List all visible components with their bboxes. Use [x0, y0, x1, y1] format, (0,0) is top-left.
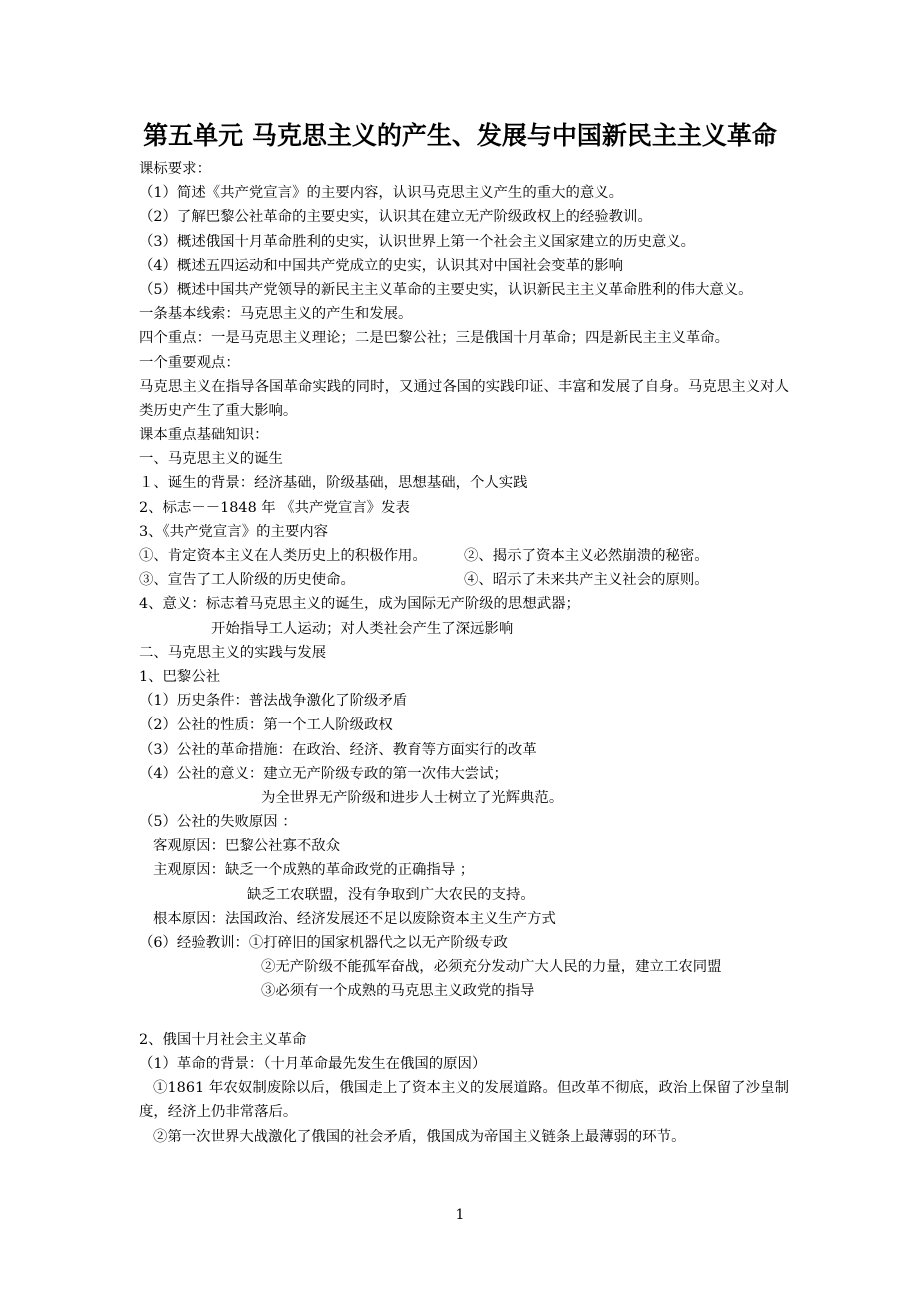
requirement-item: （2）了解巴黎公社革命的主要史实，认识其在建立无产阶级政权上的经验教训。	[139, 209, 652, 226]
section2-heading: 二、马克思主义的实践与发展	[139, 644, 327, 661]
october-heading: 2、俄国十月社会主义革命	[139, 1031, 307, 1048]
october-item: （1）革命的背景：（十月革命最先发生在俄国的原因）	[139, 1055, 487, 1072]
section1-heading: 一、马克思主义的诞生	[139, 451, 283, 468]
requirement-item: （5）概述中国共产党领导的新民主主义革命的主要史实，认识新民主主义革命胜利的伟大意义。	[139, 281, 753, 298]
manifesto-content-item: ③、宣告了工人阶级的历史使命。	[139, 572, 355, 589]
commune-heading: 1、巴黎公社	[139, 668, 221, 685]
four-key-points: 四个重点：一是马克思主义理论；二是巴黎公社；三是俄国十月革命；四是新民主主义革命。	[139, 330, 730, 347]
manifesto-content-row	[139, 544, 789, 568]
requirements-heading: 课标要求：	[139, 161, 211, 177]
commune-item: （1）历史条件：普法战争激化了阶级矛盾	[139, 693, 408, 710]
viewpoint-text: 马克思主义在指导各国革命实践的同时，又通过各国的实践印证、丰富和发展了自身。马克思主义对人类历史产生了重大影响。	[139, 378, 789, 419]
failure-reason: 客观原因：巴黎公社寡不敌众	[153, 838, 341, 855]
section1-item-continued: 开始指导工人运动；对人类社会产生了深远影响	[211, 620, 514, 637]
section1-item: 2、标志－－1848 年 《共产党宣言》发表	[139, 499, 410, 516]
requirement-item: （1）简述《共产党宣言》的主要内容，认识马克思主义产生的重大的意义。	[139, 185, 624, 202]
requirement-item: （3）概述俄国十月革命胜利的史实，认识世界上第一个社会主义国家建立的历史意义。	[139, 233, 696, 250]
failure-reason: 根本原因：法国政治、经济发展还不足以废除资本主义生产方式	[153, 910, 556, 927]
commune-item: （2）公社的性质：第一个工人阶级政权	[139, 717, 393, 734]
section1-item: 3、《共产党宣言》的主要内容	[139, 523, 329, 540]
page-number: 1	[455, 1207, 465, 1223]
main-thread: 一条基本线索：马克思主义的产生和发展。	[139, 306, 413, 323]
october-background-item: ②第一次世界大战激化了俄国的社会矛盾，俄国成为帝国主义链条上最薄弱的环节。	[153, 1128, 686, 1145]
requirement-item: （4）概述五四运动和中国共产党成立的史实，认识其对中国社会变革的影响	[139, 257, 624, 274]
manifesto-content-item: ①、肯定资本主义在人类历史上的积极作用。	[139, 548, 427, 565]
lesson-item: ③必须有一个成熟的马克思主义政党的指导	[261, 983, 535, 1000]
commune-item-continued: 为全世界无产阶级和进步人士树立了光辉典范。	[261, 789, 564, 806]
failure-reason-continued: 缺乏工农联盟，没有争取到广大农民的支持。	[247, 886, 535, 903]
commune-item: （4）公社的意义：建立无产阶级专政的第一次伟大尝试；	[139, 765, 508, 782]
blank-line	[139, 1004, 789, 1028]
commune-item: （3）公社的革命措施：在政治、经济、教育等方面实行的改革	[139, 741, 537, 758]
document-body	[139, 157, 789, 1149]
commune-item: （5）公社的失败原因 ：	[139, 814, 297, 831]
manifesto-content-item: ②、揭示了资本主义必然崩溃的秘密。	[464, 548, 709, 565]
lesson-item: ②无产阶级不能孤军奋战，必须充分发动广大人民的力量，建立工农同盟	[261, 959, 722, 976]
commune-item: （6）经验教训：①打碎旧的国家机器代之以无产阶级专政	[139, 935, 508, 952]
viewpoint-heading: 一个重要观点：	[139, 354, 240, 371]
page-title: 第五单元 马克思主义的产生、发展与中国新民主主义革命	[143, 121, 777, 150]
knowledge-heading: 课本重点基础知识：	[139, 427, 269, 444]
october-background-item: ①1861 年农奴制废除以后，俄国走上了资本主义的发展道路。但改革不彻底，政治上保留了沙皇制度，经济上仍非常落后。	[139, 1080, 789, 1121]
failure-reason: 主观原因：缺乏一个成熟的革命政党的正确指导 ；	[153, 862, 475, 879]
manifesto-content-item: ④、昭示了未来共产主义社会的原则。	[464, 572, 709, 589]
section1-item: １、诞生的背景：经济基础，阶级基础，思想基础，个人实践	[139, 475, 528, 492]
section1-item: 4、意义：标志着马克思主义的诞生，成为国际无产阶级的思想武器；	[139, 596, 580, 613]
manifesto-content-row	[139, 568, 789, 592]
